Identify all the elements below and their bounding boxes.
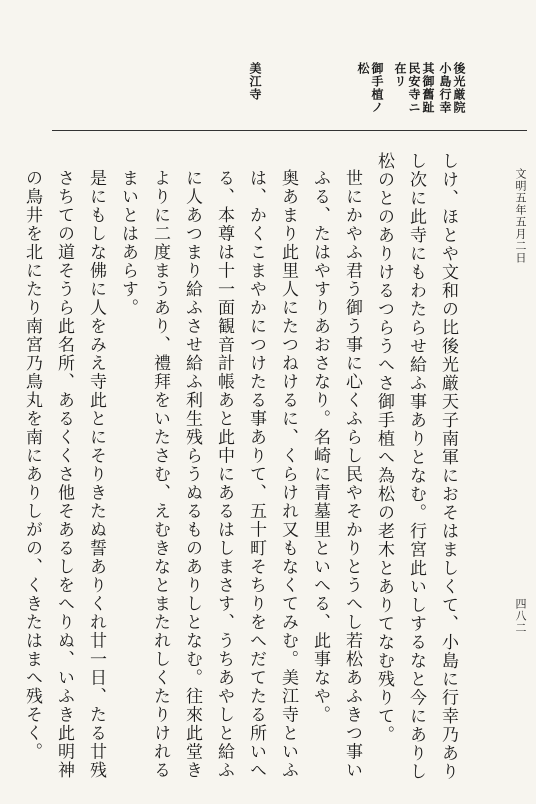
side-note-otezue-matsu — [356, 62, 384, 114]
side-note-line: 民安寺ニ — [407, 62, 421, 114]
side-note-line: 小島行幸 — [438, 62, 452, 114]
side-note-line: 美江寺 — [248, 62, 262, 101]
page-number: 四八二 — [514, 598, 527, 634]
paragraph-2-verse: 世にかやふ君う御う事に心くふらし民やそかりとうへし若松あふきつ事いふる、たはやすりあおさなり。名崎に青墓里といへる、此事なや。 — [310, 169, 362, 780]
paragraph-4: 是にもしな佛に人をみえ寺此とにそりきたぬ誓ありくれ廿一日、たる廿残さちての道そうら此名所、あるくくさ他そあるしをへりぬ、いふき此明神の鳥井を北にたり南宮乃鳥丸を南にありしがの、くきたはまへ残そく。 — [22, 169, 106, 780]
paragraph-1: しけ、ほとや文和の比後光厳天子南軍におそはましくて、小島に行幸乃ありし次に此寺にもわたらせ給ふ事ありとなむ。行宮此いしするなと今にありし松のとのありけるつらうへさ御手植へ為松の老木とありてなむ残りて。 — [374, 152, 458, 781]
side-note-line: 在リ — [393, 62, 407, 88]
main-text — [16, 152, 464, 792]
side-note-line: 松 — [356, 62, 370, 75]
running-header-date: 文明五年五月二日 — [514, 168, 527, 264]
paragraph-3: 奥あまり此里人にたつねけるに、くらけれ又もなくてみむ。美江寺といふは、かくこまやかにつけたる事ありて、五十町そちりをへだてたる所いへる、本尊は十一面観音計帳あと此中にあるはしまさす、うちあやしと給ふに人あつまり給ふさせ給ふ利生残らうぬるものありしとなむ。往來此堂きよりに二度まうあり、禮拜をいたさむ、えむきなとまたれしくたりけれるまいとはあらす。 — [118, 169, 298, 780]
side-note-line: 御手植ノ — [370, 62, 384, 114]
horizontal-rule — [52, 130, 527, 131]
side-note-gokogon-in — [438, 62, 466, 114]
side-note-line: 其御舊趾 — [421, 62, 435, 114]
side-note-line: 後光厳院 — [452, 62, 466, 114]
side-note-mieji — [248, 62, 262, 101]
side-note-gokyushi — [393, 62, 435, 114]
